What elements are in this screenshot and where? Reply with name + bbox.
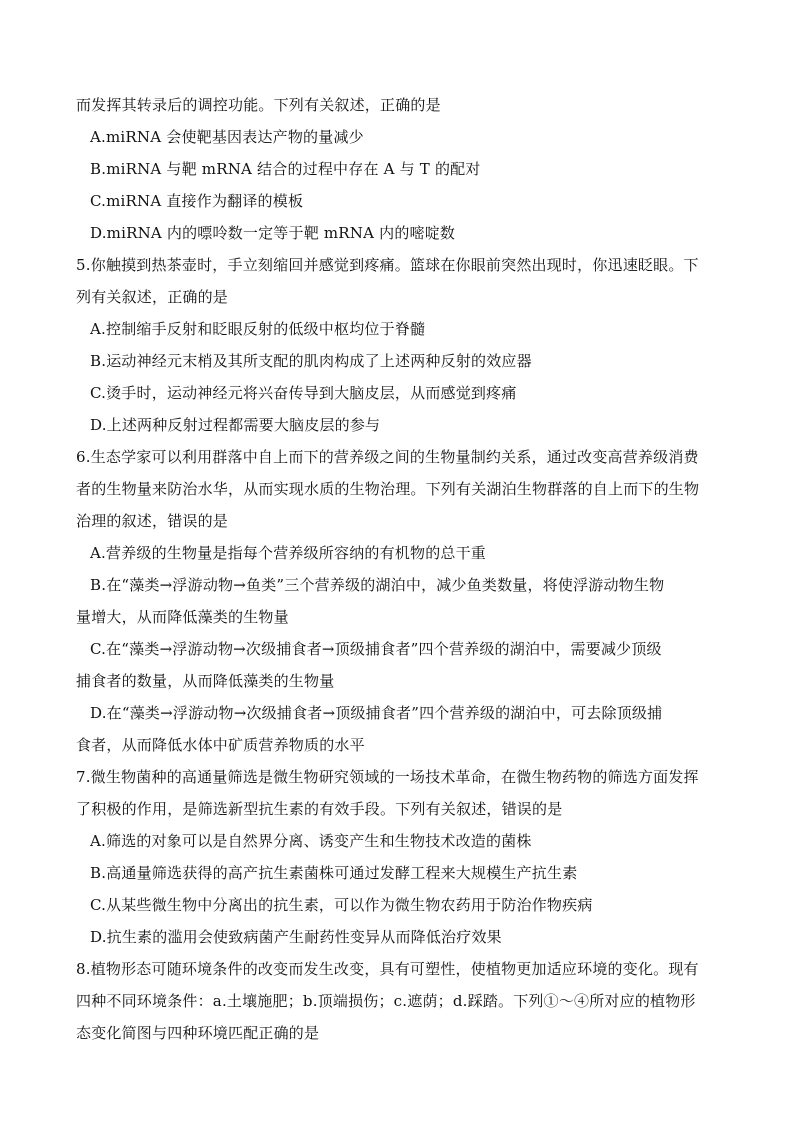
q4-option-b: B.miRNA 与靶 mRNA 结合的过程中存在 A 与 T 的配对 bbox=[90, 160, 481, 178]
q8-stem-line-1: 8.植物形态可随环境条件的改变而发生改变，具有可塑性，使植物更加适应环境的变化。现有 bbox=[76, 960, 699, 978]
q8-stem-line-2: 四种不同环境条件：a.土壤施肥；b.顶端损伤；c.遮荫；d.踩踏。下列①～④所对应的植物形 bbox=[76, 992, 696, 1010]
q7-option-d: D.抗生素的滥用会使致病菌产生耐药性变异从而降低治疗效果 bbox=[90, 928, 502, 946]
q5-stem-line-1: 5.你触摸到热茶壶时，手立刻缩回并感觉到疼痛。篮球在你眼前突然出现时，你迅速眨眼。下 bbox=[76, 256, 699, 274]
q6-option-b-line-1: B.在“藻类→浮游动物→鱼类”三个营养级的湖泊中，减少鱼类数量，将使浮游动物生物 bbox=[90, 576, 665, 594]
q5-option-b: B.运动神经元末梢及其所支配的肌肉构成了上述两种反射的效应器 bbox=[90, 352, 532, 370]
q7-stem-line-2: 了积极的作用，是筛选新型抗生素的有效手段。下列有关叙述，错误的是 bbox=[76, 800, 563, 818]
q5-stem-line-2: 列有关叙述，正确的是 bbox=[76, 288, 229, 306]
q7-stem-line-1: 7.微生物菌种的高通量筛选是微生物研究领域的一场技术革命，在微生物药物的筛选方面发挥 bbox=[76, 768, 699, 786]
q6-option-b-line-2: 量增大，从而降低藻类的生物量 bbox=[76, 608, 289, 626]
q7-option-c: C.从某些微生物中分离出的抗生素，可以作为微生物农药用于防治作物疾病 bbox=[90, 896, 593, 914]
q4-option-a: A.miRNA 会使靶基因表达产物的量减少 bbox=[90, 128, 364, 146]
q6-option-a: A.营养级的生物量是指每个营养级所容纳的有机物的总干重 bbox=[90, 544, 487, 562]
q6-stem-line-2: 者的生物量来防治水华，从而实现水质的生物治理。下列有关湖泊生物群落的自上而下的生物 bbox=[76, 480, 700, 498]
q7-option-b: B.高通量筛选获得的高产抗生素菌株可通过发酵工程来大规模生产抗生素 bbox=[90, 864, 578, 882]
q5-option-a: A.控制缩手反射和眨眼反射的低级中枢均位于脊髓 bbox=[90, 320, 426, 338]
q5-option-d: D.上述两种反射过程都需要大脑皮层的参与 bbox=[90, 416, 381, 434]
q4-option-c: C.miRNA 直接作为翻译的模板 bbox=[90, 192, 304, 210]
q5-option-c: C.烫手时，运动神经元将兴奋传导到大脑皮层，从而感觉到疼痛 bbox=[90, 384, 517, 402]
q6-stem-line-3: 治理的叙述，错误的是 bbox=[76, 512, 229, 530]
q4-option-d: D.miRNA 内的嘌呤数一定等于靶 mRNA 内的嘧啶数 bbox=[90, 224, 456, 242]
q6-option-c-line-1: C.在“藻类→浮游动物→次级捕食者→顶级捕食者”四个营养级的湖泊中，需要减少顶级 bbox=[90, 640, 662, 658]
q4-stem-continuation: 而发挥其转录后的调控功能。下列有关叙述，正确的是 bbox=[76, 96, 441, 114]
q8-stem-line-3: 态变化简图与四种环境匹配正确的是 bbox=[76, 1024, 320, 1042]
q7-option-a: A.筛选的对象可以是自然界分离、诱变产生和生物技术改造的菌株 bbox=[90, 832, 532, 850]
q6-stem-line-1: 6.生态学家可以利用群落中自上而下的营养级之间的生物量制约关系，通过改变高营养级消费 bbox=[76, 448, 699, 466]
q6-option-d-line-1: D.在“藻类→浮游动物→次级捕食者→顶级捕食者”四个营养级的湖泊中，可去除顶级捕 bbox=[90, 704, 663, 722]
q6-option-d-line-2: 食者，从而降低水体中矿质营养物质的水平 bbox=[76, 736, 365, 754]
q6-option-c-line-2: 捕食者的数量，从而降低藻类的生物量 bbox=[76, 672, 335, 690]
